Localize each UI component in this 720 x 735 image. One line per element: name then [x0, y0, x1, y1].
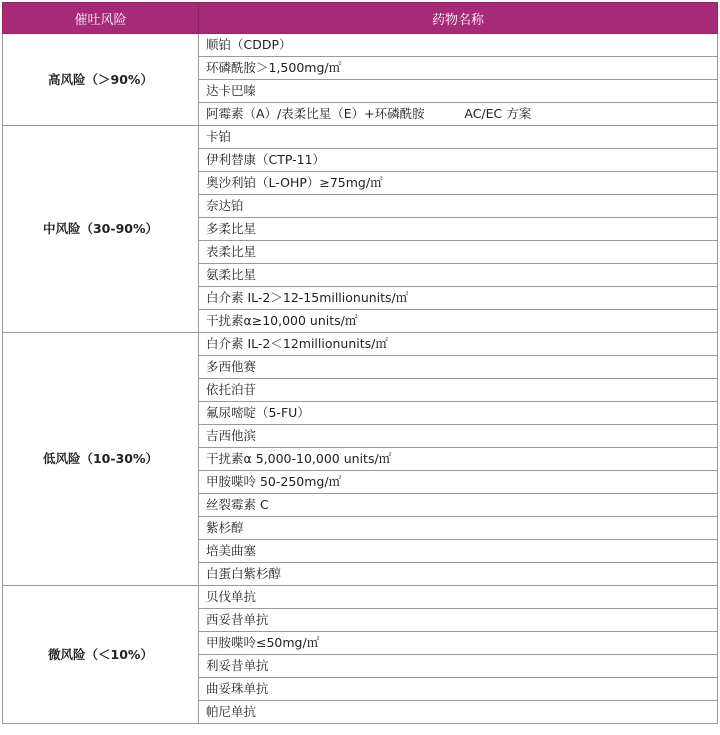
drug-name-cell: 氟尿嘧啶（5-FU） [199, 402, 718, 425]
drug-name-cell: 曲妥珠单抗 [199, 678, 718, 701]
risk-level-cell: 微风险（＜10%） [3, 586, 199, 724]
drug-name-cell: 多西他赛 [199, 356, 718, 379]
emetic-risk-table [2, 2, 718, 724]
drug-name-cell: 帕尼单抗 [199, 701, 718, 724]
drug-name-cell: 干扰素α 5,000-10,000 units/㎡ [199, 448, 718, 471]
table-row [3, 586, 718, 609]
drug-name-cell: 依托泊苷 [199, 379, 718, 402]
drug-name-cell: 环磷酰胺＞1,500mg/㎡ [199, 57, 718, 80]
drug-name-cell: 干扰素α≥10,000 units/㎡ [199, 310, 718, 333]
drug-name-cell: 吉西他滨 [199, 425, 718, 448]
drug-name-cell: 西妥昔单抗 [199, 609, 718, 632]
risk-level-cell: 高风险（＞90%） [3, 34, 199, 126]
drug-name-cell: 贝伐单抗 [199, 586, 718, 609]
table-row [3, 126, 718, 149]
drug-name-cell: 甲胺喋呤 50-250mg/㎡ [199, 471, 718, 494]
drug-name-cell: 阿霉素（A）/表柔比星（E）+环磷酰胺 AC/EC 方案 [199, 103, 718, 126]
drug-name-cell: 卡铂 [199, 126, 718, 149]
drug-name-cell: 顺铂（CDDP） [199, 34, 718, 57]
header-risk: 催吐风险 [3, 3, 199, 34]
drug-name-cell: 白蛋白紫杉醇 [199, 563, 718, 586]
drug-name-cell: 达卡巴嗪 [199, 80, 718, 103]
drug-name-cell: 白介素 IL-2＞12-15millionunits/㎡ [199, 287, 718, 310]
drug-name-cell: 甲胺喋呤≤50mg/㎡ [199, 632, 718, 655]
drug-name-cell: 奈达铂 [199, 195, 718, 218]
risk-level-cell: 低风险（10-30%） [3, 333, 199, 586]
drug-name-cell: 紫杉醇 [199, 517, 718, 540]
drug-name-cell: 氨柔比星 [199, 264, 718, 287]
drug-name-cell: 白介素 IL-2＜12millionunits/㎡ [199, 333, 718, 356]
drug-name-cell: 伊利替康（CTP-11） [199, 149, 718, 172]
drug-name-cell: 奥沙利铂（L-OHP）≥75mg/㎡ [199, 172, 718, 195]
table-header-row [3, 3, 718, 34]
drug-name-cell: 丝裂霉素 C [199, 494, 718, 517]
header-drug: 药物名称 [199, 3, 718, 34]
drug-name-cell: 利妥昔单抗 [199, 655, 718, 678]
drug-name-cell: 多柔比星 [199, 218, 718, 241]
table-row [3, 34, 718, 57]
table-body [3, 34, 718, 724]
risk-level-cell: 中风险（30-90%） [3, 126, 199, 333]
table-row [3, 333, 718, 356]
drug-name-cell: 培美曲塞 [199, 540, 718, 563]
drug-name-cell: 表柔比星 [199, 241, 718, 264]
